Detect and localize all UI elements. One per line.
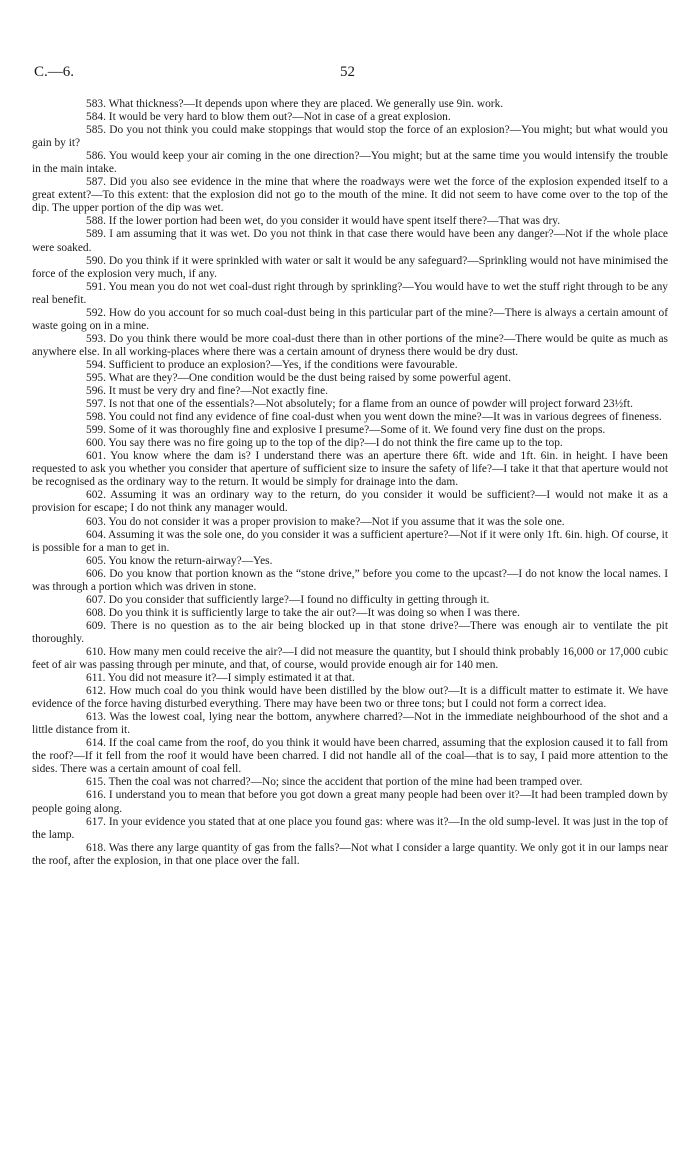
question-answer-paragraph: 609. There is no question as to the air being blocked up in that stone drive?—There was enough air to ventilate the pit thoroughly. xyxy=(32,619,668,645)
question-answer-paragraph: 604. Assuming it was the sole one, do you consider it was a sufficient aperture?—Not if it were only 1ft. 6in. high. Of course, it is possible for a man to get in. xyxy=(32,528,668,554)
question-answer-paragraph: 585. Do you not think you could make stoppings that would stop the force of an explosion?—You might; but what would you gain by it? xyxy=(32,124,668,150)
question-answer-paragraph: 590. Do you think if it were sprinkled with water or salt it would be any safeguard?—Sprinkling would not have minimised the force of the explosion very much, if any. xyxy=(32,254,668,280)
question-answer-paragraph: 608. Do you think it is sufficiently large to take the air out?—It was doing so when I was there. xyxy=(86,606,520,619)
question-answer-paragraph: 601. You know where the dam is? I understand there was an aperture there 6ft. wide and 1ft. 6in. in height. I have been requested to ask you whether you consider that aperture of sufficient size to insure the safety of life?—I take it that that aperture would not be recognised as the ordinary way to the return. It would be simply for drainage into the dam. xyxy=(32,450,668,489)
question-answer-paragraph: 584. It would be very hard to blow them out?—Not in case of a great explosion. xyxy=(86,111,451,124)
question-answer-paragraph: 592. How do you account for so much coal-dust being in this particular part of the mine?—There is always a certain amount of waste going on in a mine. xyxy=(32,306,668,332)
page-header xyxy=(34,64,666,84)
question-answer-paragraph: 597. Is not that one of the essentials?—Not absolutely; for a flame from an ounce of powder will project forward 23½ft. xyxy=(86,398,633,411)
question-answer-paragraph: 599. Some of it was thoroughly fine and explosive I presume?—Some of it. We found very fine dust on the props. xyxy=(86,424,606,437)
question-answer-paragraph: 616. I understand you to mean that before you got down a great many people had been over it?—It had been trampled down by people going along. xyxy=(32,789,668,815)
question-answer-paragraph: 606. Do you know that portion known as the “stone drive,” before you come to the upcast?—I do not know the local names. I was through a portion which was driven in stone. xyxy=(32,567,668,593)
question-answer-paragraph: 602. Assuming it was an ordinary way to the return, do you consider it would be sufficient?—I would not make it as a provision for escape; I do not think any manager would. xyxy=(32,489,668,515)
question-answer-paragraph: 586. You would keep your air coming in the one direction?—You might; but at the same time you would intensify the trouble in the main intake. xyxy=(32,150,668,176)
question-answer-paragraph: 595. What are they?—One condition would be the dust being raised by some powerful agent. xyxy=(86,371,511,384)
question-answer-paragraph: 613. Was the lowest coal, lying near the bottom, anywhere charred?—Not in the immediate neighbourhood of the shot and a little distance from it. xyxy=(32,711,668,737)
evidence-body xyxy=(32,98,668,868)
question-answer-paragraph: 583. What thickness?—It depends upon where they are placed. We generally use 9in. work. xyxy=(86,98,504,110)
question-answer-paragraph: 611. You did not measure it?—I simply estimated it at that. xyxy=(86,672,355,685)
question-answer-paragraph: 591. You mean you do not wet coal-dust right through by sprinkling?—You would have to wet the stuff right through to be any real benefit. xyxy=(32,280,668,306)
question-answer-paragraph: 594. Sufficient to produce an explosion?—Yes, if the conditions were favourable. xyxy=(86,358,458,371)
question-answer-paragraph: 605. You know the return-airway?—Yes. xyxy=(86,554,273,567)
question-answer-paragraph: 598. You could not find any evidence of fine coal-dust when you went down the mine?—It was in various degrees of fineness. xyxy=(86,411,662,424)
page-number: 52 xyxy=(340,64,355,80)
question-answer-paragraph: 617. In your evidence you stated that at one place you found gas: where was it?—In the old sump-level. It was just in the top of the lamp. xyxy=(32,815,668,841)
question-answer-paragraph: 612. How much coal do you think would have been distilled by the blow out?—It is a difficult matter to estimate it. We have evidence of the force having disturbed everything. There may have been two or three tons; but I could not form a correct idea. xyxy=(32,685,668,711)
question-answer-paragraph: 596. It must be very dry and fine?—Not exactly fine. xyxy=(86,385,328,398)
document-reference: C.—6. xyxy=(34,64,75,80)
question-answer-paragraph: 614. If the coal came from the roof, do you think it would have been charred, assuming that the explosion caused it to fall from the roof?—If it fell from the roof it would have been charred. I did not handle all of the coal—that is to say, I paid more attention to the sides. There was a certain amount of coal fell. xyxy=(32,737,668,776)
question-answer-paragraph: 588. If the lower portion had been wet, do you consider it would have spent itself there?—That was dry. xyxy=(86,215,561,228)
question-answer-paragraph: 600. You say there was no fire going up to the top of the dip?—I do not think the fire came up to the top. xyxy=(86,437,563,450)
question-answer-paragraph: 589. I am assuming that it was wet. Do you not think in that case there would have been any danger?—Not if the whole place were soaked. xyxy=(32,228,668,254)
question-answer-paragraph: 618. Was there any large quantity of gas from the falls?—Not what I consider a large quantity. We only got it in our lamps near the roof, after the explosion, in that one place over the fall. xyxy=(32,841,668,867)
question-answer-paragraph: 587. Did you also see evidence in the mine that where the roadways were wet the force of the explosion expended itself to a great extent?—To this extent: that the explosion did not go to the mouth of the mine. It did not seem to have come over to the top of the dip. The upper portion of the dip was wet. xyxy=(32,176,668,215)
question-answer-paragraph: 593. Do you think there would be more coal-dust there than in other portions of the mine?—There would be quite as much as anywhere else. In all working-places where there was a certain amount of dryness there would be dry dust. xyxy=(32,332,668,358)
question-answer-paragraph: 610. How many men could receive the air?—I did not measure the quantity, but I should think probably 16,000 or 17,000 cubic feet of air was passing through per minute, and that, of course, would provide enough air for 140 men. xyxy=(32,645,668,672)
question-answer-paragraph: 603. You do not consider it was a proper provision to make?—Not if you assume that it was the sole one. xyxy=(86,515,565,528)
question-answer-paragraph: 615. Then the coal was not charred?—No; since the accident that portion of the mine had been tramped over. xyxy=(86,776,583,789)
question-answer-paragraph: 607. Do you consider that sufficiently large?—I found no difficulty in getting through it. xyxy=(86,593,490,606)
